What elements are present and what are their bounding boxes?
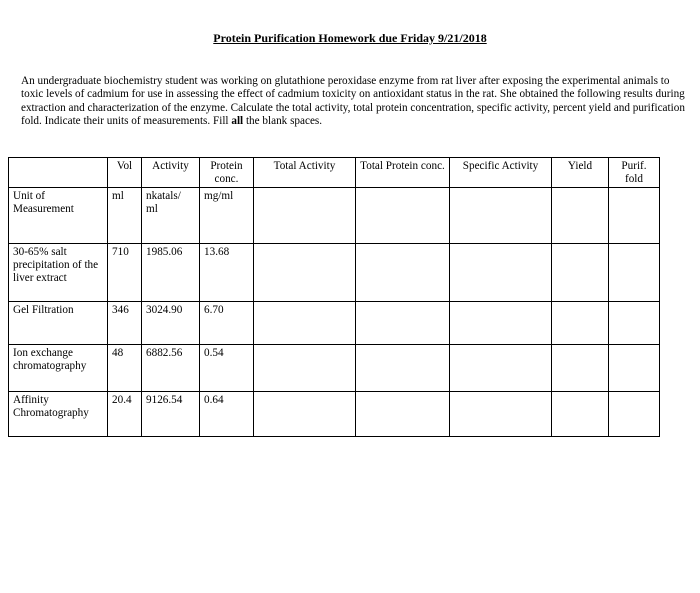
cell-activity: 6882.56 — [142, 345, 200, 392]
cell-yield — [552, 188, 609, 244]
header-purif-fold: Purif. fold — [609, 158, 660, 188]
header-protein-conc: Protein conc. — [200, 158, 254, 188]
cell-total-protein — [356, 392, 450, 437]
header-total-activity: Total Activity — [254, 158, 356, 188]
header-specific-activity: Specific Activity — [450, 158, 552, 188]
table-row — [9, 302, 660, 345]
cell-protein-conc: 0.54 — [200, 345, 254, 392]
header-vol: Vol — [108, 158, 142, 188]
cell-purif-fold — [609, 188, 660, 244]
cell-yield — [552, 302, 609, 345]
cell-purif-fold — [609, 244, 660, 302]
header-cell-blank — [9, 158, 108, 188]
row-label: Affinity Chromatography — [9, 392, 108, 437]
cell-activity: nkatals/ ml — [142, 188, 200, 244]
cell-protein-conc: 0.64 — [200, 392, 254, 437]
cell-total-activity — [254, 302, 356, 345]
purification-table — [8, 157, 660, 437]
cell-yield — [552, 244, 609, 302]
cell-total-protein — [356, 345, 450, 392]
cell-total-activity — [254, 188, 356, 244]
cell-protein-conc: mg/ml — [200, 188, 254, 244]
cell-activity: 1985.06 — [142, 244, 200, 302]
instructions-text-end: the blank spaces. — [243, 114, 323, 127]
header-yield: Yield — [552, 158, 609, 188]
cell-total-activity — [254, 244, 356, 302]
instructions-paragraph — [21, 75, 689, 128]
instructions-text: An undergraduate biochemistry student was working on glutathione peroxidase enzyme from rat liver after exposing the experimental animals to toxic levels of cadmium for use in assessing the effect of cadmium toxicity on antioxidant status in the rat. She obtained the following results during extraction and characterization of the enzyme. Calculate the total activity, total protein concentration, specific activity, percent yield and purification fold. Indicate their units of measurements. Fill — [21, 75, 685, 127]
page-title: Protein Purification Homework due Friday 9/21/2018 — [213, 31, 487, 45]
header-total-protein-conc: Total Protein conc. — [356, 158, 450, 188]
cell-total-protein — [356, 244, 450, 302]
table-row — [9, 244, 660, 302]
cell-specific-activity — [450, 392, 552, 437]
table-row — [9, 188, 660, 244]
table-row — [9, 345, 660, 392]
row-label: 30-65% salt precipitation of the liver extract — [9, 244, 108, 302]
cell-activity: 9126.54 — [142, 392, 200, 437]
cell-total-protein — [356, 188, 450, 244]
header-activity: Activity — [142, 158, 200, 188]
table-row — [9, 392, 660, 437]
cell-total-activity — [254, 345, 356, 392]
cell-total-activity — [254, 392, 356, 437]
cell-purif-fold — [609, 345, 660, 392]
cell-vol: 346 — [108, 302, 142, 345]
cell-total-protein — [356, 302, 450, 345]
row-label: Ion exchange chromatography — [9, 345, 108, 392]
row-label: Gel Filtration — [9, 302, 108, 345]
header-row — [9, 158, 660, 188]
cell-protein-conc: 13.68 — [200, 244, 254, 302]
cell-protein-conc: 6.70 — [200, 302, 254, 345]
cell-specific-activity — [450, 302, 552, 345]
row-label: Unit of Measurement — [9, 188, 108, 244]
instructions-bold-word: all — [231, 114, 244, 127]
cell-purif-fold — [609, 392, 660, 437]
cell-activity: 3024.90 — [142, 302, 200, 345]
cell-specific-activity — [450, 345, 552, 392]
cell-yield — [552, 345, 609, 392]
cell-yield — [552, 392, 609, 437]
cell-vol: 710 — [108, 244, 142, 302]
cell-vol: 48 — [108, 345, 142, 392]
cell-specific-activity — [450, 188, 552, 244]
cell-vol: ml — [108, 188, 142, 244]
cell-specific-activity — [450, 244, 552, 302]
cell-vol: 20.4 — [108, 392, 142, 437]
cell-purif-fold — [609, 302, 660, 345]
